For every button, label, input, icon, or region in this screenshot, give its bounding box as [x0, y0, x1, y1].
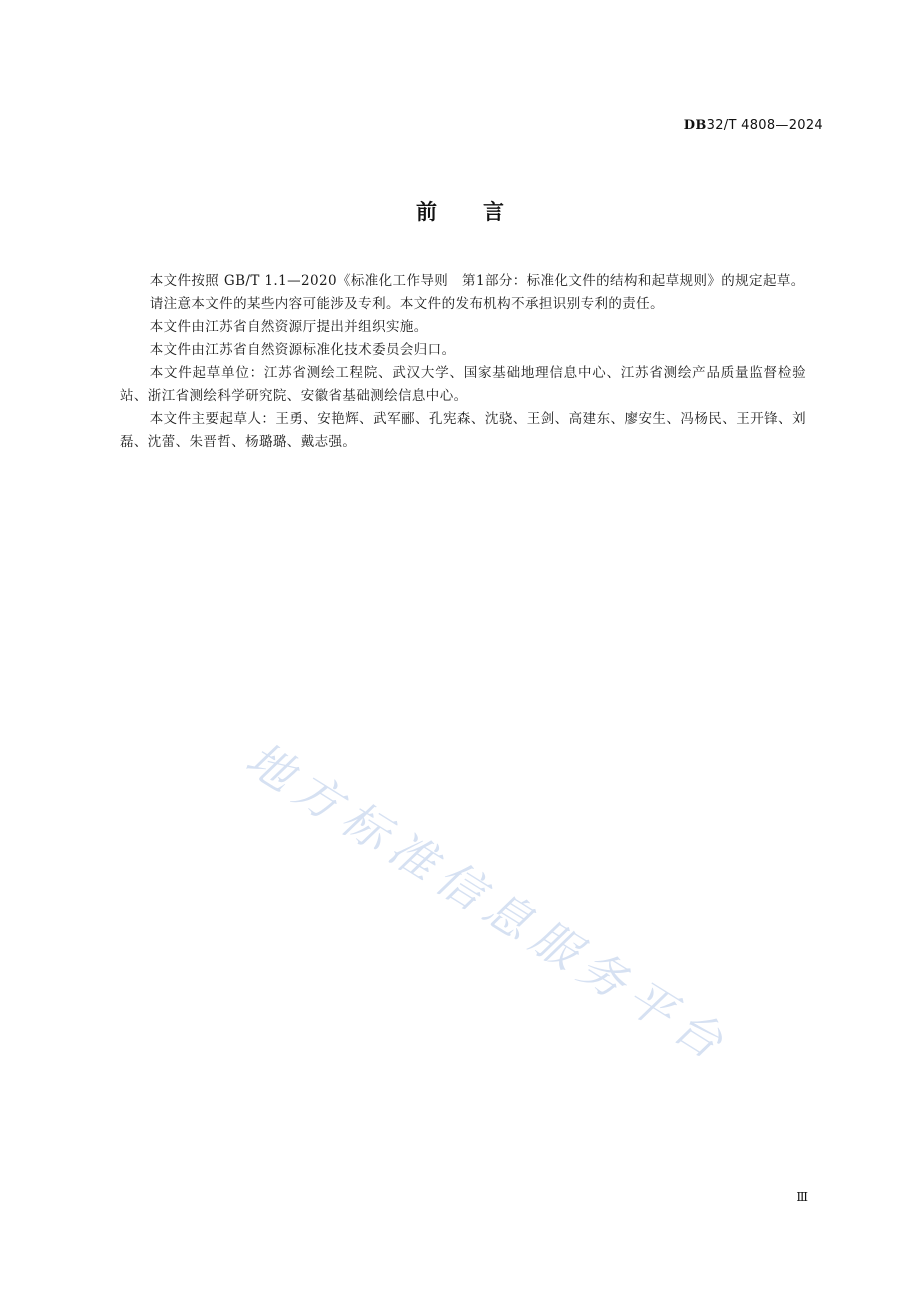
paragraph-proposer: 本文件由江苏省自然资源厅提出并组织实施。	[149, 319, 428, 335]
paragraph-technical-committee: 本文件由江苏省自然资源标准化技术委员会归口。	[149, 342, 456, 358]
page-title: 前言	[416, 200, 550, 224]
standard-code	[684, 118, 823, 133]
watermark: 地方标准信息服务平台	[236, 731, 741, 1074]
foreword-body	[120, 270, 806, 454]
standard-code-prefix: DB	[683, 118, 707, 133]
paragraph-main-drafters: 本文件主要起草人：王勇、安艳辉、武军郦、孔宪森、沈骁、王剑、高建东、廖安生、冯杨民、王开锋、刘磊、沈蕾、朱晋哲、杨璐璐、戴志强。	[120, 411, 806, 450]
paragraph-drafting-rules: 本文件按照 GB/T 1.1—2020《标准化工作导则 第1部分：标准化文件的结构和起草规则》的规定起草。	[149, 273, 805, 289]
standard-code-number: 32/T 4808—2024	[706, 118, 823, 133]
page-number: Ⅲ	[796, 1190, 808, 1204]
paragraph-patent-notice: 请注意本文件的某些内容可能涉及专利。本文件的发布机构不承担识别专利的责任。	[149, 296, 664, 312]
paragraph-drafting-units: 本文件起草单位：江苏省测绘工程院、武汉大学、国家基础地理信息中心、江苏省测绘产品质量监督检验站、浙江省测绘科学研究院、安徽省基础测绘信息中心。	[120, 365, 806, 404]
